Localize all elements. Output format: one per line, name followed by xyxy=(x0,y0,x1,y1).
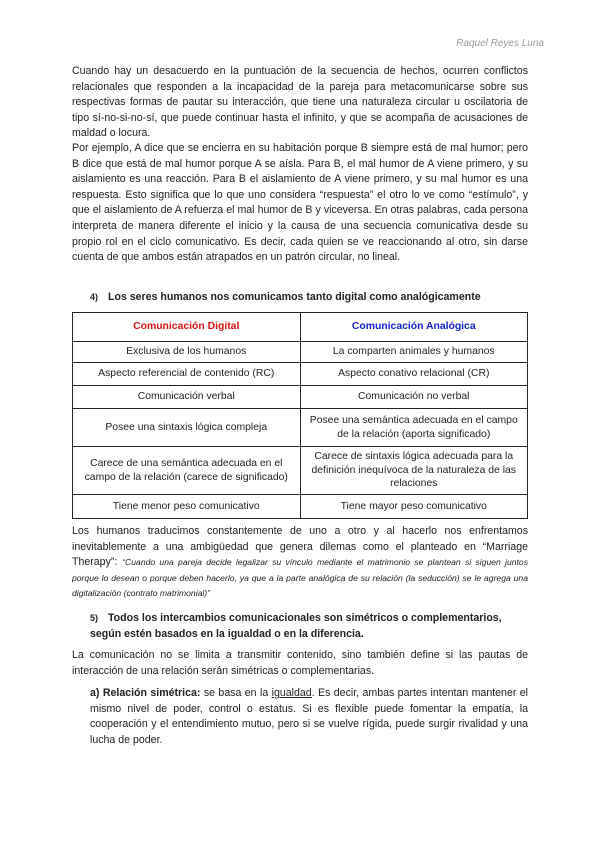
table-header-row xyxy=(73,313,528,342)
item-a-symmetric xyxy=(90,686,528,748)
cell-digital: Posee una sintaxis lógica compleja xyxy=(73,409,301,447)
paragraph-translation-text: Los humanos traducimos constantemente de uno a otro y al hacerlo nos enfrentamos inevitablemente a una ambigüedad que genera dilemas como el planteado en “Marriage Therapy”: xyxy=(72,525,528,569)
paragraph-communication-defines: La comunicación no se limita a transmitir contenido, sino también define si las pautas de interacción de una relación serán simétricas o complementarias. xyxy=(72,649,528,677)
table-row xyxy=(73,386,528,409)
section-5-number: 5) xyxy=(90,613,99,623)
comparison-table xyxy=(72,312,528,519)
page-header-author: Raquel Reyes Luna xyxy=(456,38,544,49)
cell-analog: Posee una semántica adecuada en el campo de la relación (aporta significado) xyxy=(300,409,528,447)
paragraph-punctuation-conflict: Cuando hay un desacuerdo en la puntuación de la secuencia de hechos, ocurren conflictos relacionales que responden a la incapacidad de la pareja para metacomunicarse sobre sus respectivas formas de pautar su interacción, que tiene una naturaleza circular u oscilatoria de tipo sí-no-si-no-sí, que puede continuar hasta el infinito, y que se acompaña de acusaciones de maldad o locura. xyxy=(72,65,528,140)
cell-digital: Tiene menor peso comunicativo xyxy=(73,495,301,519)
item-a-post: . Es decir, ambas partes intentan mantener el mismo nivel de poder, control o estatus. Si es flexible puede fomentar la empatía, la cooperación y el entendimiento mutuo, pero si se vuelve rígida, puede surgir rivalidad y una lucha de poder. xyxy=(90,687,529,746)
cell-digital: Carece de una semántica adecuada en el campo de la relación (carece de significado) xyxy=(73,447,301,495)
cell-analog: Carece de sintaxis lógica adecuada para la definición inequívoca de la naturaleza de las relaciones xyxy=(300,447,528,495)
item-a-label: a) xyxy=(90,687,100,699)
marriage-therapy-quote: “Cuando una pareja decide legalizar su vínculo mediante el matrimonio se plantean si siguen juntos porque lo desean o porque deben hacerlo, ya que a la parte analógica de su relación (la seducción) se le agrega una digitalización (contrato matrimonial)” xyxy=(72,557,528,599)
table-row xyxy=(73,495,528,519)
table-row xyxy=(73,363,528,386)
item-a-pre: se basa en la xyxy=(203,687,269,699)
cell-digital: Comunicación verbal xyxy=(73,386,301,409)
item-a-keyword: igualdad xyxy=(271,687,312,699)
header-digital: Comunicación Digital xyxy=(73,313,301,342)
section-4-number: 4) xyxy=(90,292,99,302)
section-5-title: Todos los intercambios comunicacionales son simétricos o complementarios, según estén basados en la igualdad o en la diferencia. xyxy=(90,612,502,640)
cell-analog: Comunicación no verbal xyxy=(300,386,528,409)
table-row xyxy=(73,409,528,447)
section-4-title: Los seres humanos nos comunicamos tanto digital como analógicamente xyxy=(108,291,481,303)
table-row xyxy=(73,342,528,363)
paragraph-translation xyxy=(72,524,528,602)
item-a-title: Relación simétrica: xyxy=(102,687,201,699)
cell-analog: Tiene mayor peso comunicativo xyxy=(300,495,528,519)
header-analog: Comunicación Analógica xyxy=(300,313,528,342)
cell-analog: Aspecto conativo relacional (CR) xyxy=(300,363,528,386)
section-4-heading xyxy=(90,290,528,306)
cell-analog: La comparten animales y humanos xyxy=(300,342,528,363)
table-row xyxy=(73,447,528,495)
cell-digital: Exclusiva de los humanos xyxy=(73,342,301,363)
paragraph-example: Por ejemplo, A dice que se encierra en su habitación porque B siempre está de mal humor; pero B dice que está de mal humor porque A se aísla. Para B, el mal humor de A viene primero, y su aislamiento es una reacción. Para B el aislamiento de A viene primero, y su mal humor es una respuesta. Esto significa que lo que uno considera “respuesta” el otro lo ve como “estímulo”, y que el aislamiento de A refuerza el mal humor de B y viceversa. En otras palabras, cada persona interpreta de manera diferente el inicio y la causa de una secuencia comunicativa desde su propio rol en el ciclo comunicativo. Es decir, cada quien se ve reaccionando al otro, sin darse cuenta de que ambos están atrapados en un patrón circular, no lineal. xyxy=(72,142,528,264)
section-5-heading xyxy=(90,611,528,642)
cell-digital: Aspecto referencial de contenido (RC) xyxy=(73,363,301,386)
